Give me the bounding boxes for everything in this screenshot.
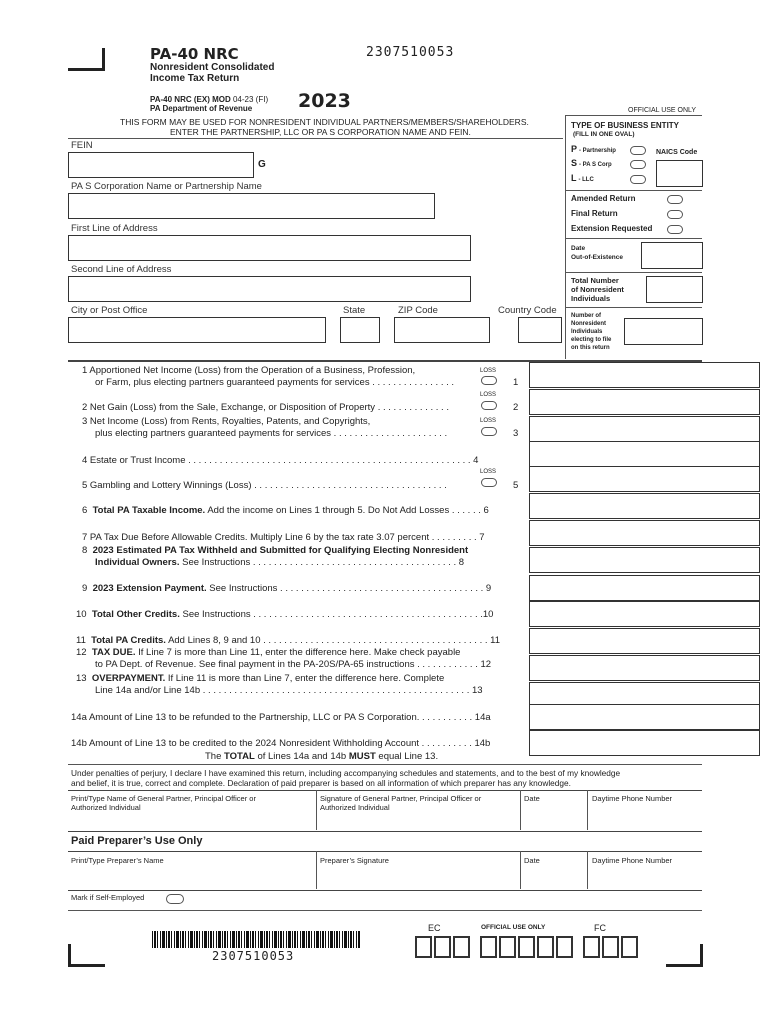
line-8-bold-b: Individual Owners.: [95, 557, 180, 568]
line-8-num: 8: [82, 545, 88, 556]
line-13-bold: OVERPAYMENT.: [91, 673, 166, 684]
date-ooe-label-2: Out-of-Existence: [571, 254, 624, 261]
partnership-option: [571, 145, 616, 154]
electing-label-1: Number of: [571, 313, 601, 319]
preparer-name-label: Print/Type Preparer’s Name: [71, 856, 164, 865]
declaration-rule: [68, 764, 702, 765]
total-note-a: The: [205, 751, 222, 762]
panel-rule-4: [565, 307, 702, 308]
line-12-bold: TAX DUE.: [91, 647, 136, 658]
line-7-amount[interactable]: [529, 520, 760, 546]
llc-letter: L: [571, 173, 577, 183]
officer-signature-label-1: Signature of General Partner, Principal Officer or: [320, 794, 482, 803]
total-nr-field[interactable]: [646, 276, 703, 303]
ec-cell-3[interactable]: [453, 936, 470, 958]
form-id: [150, 96, 268, 104]
s-corp-label: - PA S Corp: [578, 162, 612, 168]
line-13-rest-a: If Line 11 is more than Line 7, enter the difference here. Complete: [167, 673, 445, 684]
line-11-amount[interactable]: [529, 628, 760, 654]
electing-count-field[interactable]: [624, 318, 703, 345]
declaration-text-2: and belief, it is true, correct and complete. Declaration of paid preparer is based on all information of which preparer has any knowledge.: [71, 778, 571, 788]
officer-name-field[interactable]: [69, 812, 315, 829]
final-return-oval[interactable]: [667, 210, 683, 219]
ou-cell-4[interactable]: [537, 936, 554, 958]
line-3-loss-oval[interactable]: [481, 427, 497, 436]
naics-field[interactable]: [656, 160, 703, 187]
total-note-d: MUST: [348, 751, 376, 762]
llc-label: - LLC: [578, 177, 594, 183]
line-5-loss-oval[interactable]: [481, 478, 497, 487]
preparer-signature-field[interactable]: [317, 868, 519, 888]
officer-date-field[interactable]: [521, 812, 586, 829]
total-nr-label-1: Total Number: [571, 276, 619, 285]
ou-cell-1[interactable]: [480, 936, 497, 958]
state-label: State: [343, 305, 366, 316]
line-10-bold: Total Other Credits.: [91, 609, 180, 620]
llc-oval[interactable]: [630, 175, 646, 184]
line-1-loss-oval[interactable]: [481, 376, 497, 385]
panel-rule-2: [565, 238, 702, 239]
total-nr-label-3: Individuals: [571, 294, 611, 303]
line-10-rest: See Instructions . . . . . . . . . . . . . . . . . . . . . . . . . . . . . . . . . . . . . . . . . . . .10: [182, 609, 494, 620]
line-13-text-b: Line 14a and/or Line 14b . . . . . . . . . . . . . . . . . . . . . . . . . . . . . . . . . . . . . . . . . . . . . . . . . . . 13: [95, 685, 483, 696]
preparer-bottom-rule: [68, 910, 702, 911]
form-id-code: PA-40 NRC (EX) MOD: [150, 95, 231, 104]
partnership-label: - Partnership: [578, 148, 616, 154]
line-5-amount[interactable]: [529, 466, 760, 492]
official-use-label: OFFICIAL USE ONLY: [628, 107, 697, 114]
amended-return-label: Amended Return: [571, 194, 636, 203]
line-13-text-a: [76, 674, 444, 684]
fein-label: FEIN: [71, 140, 93, 151]
officer-name-label-2: Authorized Individual: [71, 803, 141, 812]
registration-mark-bottom-left: [68, 944, 105, 967]
extension-requested-label: Extension Requested: [571, 224, 653, 233]
line-10-num: 10: [76, 609, 87, 620]
line-12-rest-a: If Line 7 is more than Line 11, enter the difference here. Make check payable: [138, 647, 461, 658]
line-8-text-a: [82, 546, 468, 556]
line-11-text: [76, 636, 500, 646]
ou-cell-3[interactable]: [518, 936, 535, 958]
registration-mark-top: [68, 48, 105, 71]
fein-suffix: G: [258, 159, 266, 170]
ec-label: EC: [428, 923, 441, 933]
s-corp-letter: S: [571, 158, 578, 168]
line-2-text: 2 Net Gain (Loss) from the Sale, Exchange, or Disposition of Property . . . . . . . . . . . . . .: [82, 402, 449, 413]
department-name: PA Department of Revenue: [150, 104, 253, 113]
state-field[interactable]: [340, 317, 380, 343]
line-7-text: 7 PA Tax Due Before Allowable Credits. Multiply Line 6 by the tax rate 3.07 percent . . . . . . . . . 7: [82, 532, 485, 543]
amended-return-oval[interactable]: [667, 195, 683, 204]
line-1-number: 1: [513, 377, 519, 388]
line-3-loss-label: LOSS: [480, 418, 497, 424]
line-9-num: 9: [82, 583, 88, 594]
tax-year: 2023: [298, 90, 351, 112]
ec-cell-2[interactable]: [434, 936, 451, 958]
fc-cell-1[interactable]: [583, 936, 600, 958]
line-14a-amount[interactable]: [529, 704, 760, 730]
form-subtitle-1: Nonresident Consolidated: [150, 62, 275, 73]
line-6-bold: Total PA Taxable Income.: [92, 505, 206, 516]
address2-field[interactable]: [68, 276, 471, 302]
form-id-revision: 04-23 (FI): [232, 95, 269, 104]
line-2-number: 2: [513, 402, 519, 413]
line-13-num: 13: [76, 673, 87, 684]
line-3-text-a: 3 Net Income (Loss) from Rents, Royalties, Patents, and Copyrights,: [82, 416, 371, 427]
line-12-amount[interactable]: [529, 655, 760, 681]
line-6-amount[interactable]: [529, 493, 760, 519]
extension-requested-oval[interactable]: [667, 225, 683, 234]
line-8-bold-a: 2023 Estimated PA Tax Withheld and Submitted for Qualifying Electing Nonresident: [92, 545, 469, 556]
line-14a-text: 14a Amount of Line 13 to be refunded to the Partnership, LLC or PA S Corporation. . . . . . . . . . . 14a: [71, 712, 491, 723]
preparer-date-field[interactable]: [521, 868, 586, 888]
country-label: Country Code: [498, 305, 557, 316]
line-8-amount[interactable]: [529, 547, 760, 573]
country-field[interactable]: [518, 317, 562, 343]
total-note-c: of Lines 14a and 14b: [257, 751, 347, 762]
city-field[interactable]: [68, 317, 326, 343]
preparer-phone-field[interactable]: [588, 868, 701, 888]
officer-phone-label: Daytime Phone Number: [592, 794, 673, 803]
line-10-amount[interactable]: [529, 601, 760, 627]
panel-divider: [565, 115, 566, 359]
naics-label: NAICS Code: [656, 149, 698, 156]
panel-rule-3: [565, 272, 702, 273]
preparer-signature-label: Preparer’s Signature: [320, 856, 389, 865]
llc-option: [571, 174, 594, 183]
line-12-num: 12: [76, 647, 87, 658]
final-return-label: Final Return: [571, 209, 618, 218]
notice-line-1: THIS FORM MAY BE USED FOR NONRESIDENT INDIVIDUAL PARTNERS/MEMBERS/SHAREHOLDERS.: [120, 117, 529, 127]
line-9-bold: 2023 Extension Payment.: [92, 583, 207, 594]
line-1-amount[interactable]: [529, 362, 760, 388]
line-6-num: 6: [82, 505, 88, 516]
partnership-oval[interactable]: [630, 146, 646, 155]
total-note-e: equal Line 13.: [378, 751, 439, 762]
entity-type-instruction: (FILL IN ONE OVAL): [573, 131, 635, 138]
fc-label: FC: [594, 923, 606, 933]
date-ooe-field[interactable]: [641, 242, 703, 269]
line-2-loss-label: LOSS: [480, 392, 497, 398]
line-9-rest: See Instructions . . . . . . . . . . . . . . . . . . . . . . . . . . . . . . . . . . . . . . . 9: [209, 583, 492, 594]
electing-label-4: electing to file: [571, 337, 612, 343]
line-6-text: [82, 506, 489, 516]
officer-signature-label-2: Authorized Individual: [320, 803, 390, 812]
declaration-text-1: Under penalties of perjury, I declare I have examined this return, including accompanying schedules and statements, and to the best of my knowledge: [71, 768, 621, 778]
panel-top-rule: [565, 115, 702, 116]
barcode-number: 2307510053: [212, 949, 295, 963]
scan-line-number: 2307510053: [366, 45, 455, 60]
panel-rule-1: [565, 190, 702, 191]
line-10-text: [76, 610, 493, 620]
address1-label: First Line of Address: [71, 223, 158, 234]
total-note-b: TOTAL: [224, 751, 255, 762]
line-1-text-a: 1 Apportioned Net Income (Loss) from the Operation of a Business, Profession,: [82, 365, 416, 376]
line-11-bold: Total PA Credits.: [91, 635, 166, 646]
fc-cell-3[interactable]: [621, 936, 638, 958]
officer-name-label-1: Print/Type Name of General Partner, Principal Officer or: [71, 794, 256, 803]
line-12-text-a: [76, 648, 460, 658]
self-employed-label: Mark if Self-Employed: [71, 893, 145, 902]
line-14b-text: 14b Amount of Line 13 to be credited to the 2024 Nonresident Withholding Account . . . . . . . . . . 14b: [71, 738, 491, 749]
line-11-rest: Add Lines 8, 9 and 10 . . . . . . . . . . . . . . . . . . . . . . . . . . . . . . . . . . . . . . . . . . . 11: [168, 635, 500, 646]
line-9-text: [82, 584, 491, 594]
officer-date-label: Date: [524, 794, 540, 803]
entity-type-title: TYPE OF BUSINESS ENTITY: [571, 121, 680, 130]
line-3-number: 3: [513, 428, 519, 439]
form-title: PA-40 NRC: [150, 45, 239, 63]
footer-official-use: OFFICIAL USE ONLY: [481, 924, 546, 931]
ou-cell-5[interactable]: [556, 936, 573, 958]
s-corp-oval[interactable]: [630, 160, 646, 169]
line-1-loss-label: LOSS: [480, 368, 497, 374]
line-5-number: 5: [513, 480, 519, 491]
form-subtitle-2: Income Tax Return: [150, 73, 240, 84]
s-corp-option: [571, 159, 612, 168]
line-3-amount[interactable]: [529, 416, 760, 442]
ec-cell-1[interactable]: [415, 936, 432, 958]
line-2-amount[interactable]: [529, 389, 760, 415]
fc-cell-2[interactable]: [602, 936, 619, 958]
line-2-loss-oval[interactable]: [481, 401, 497, 410]
entity-name-field[interactable]: [68, 193, 435, 219]
preparer-section-title: Paid Preparer’s Use Only: [71, 835, 203, 847]
preparer-name-field[interactable]: [69, 868, 315, 888]
officer-phone-field[interactable]: [588, 812, 701, 829]
officer-signature-field[interactable]: [317, 812, 519, 829]
line-1-text-b: or Farm, plus electing partners guaranteed payments for services . . . . . . . . . . . . . . . .: [95, 377, 455, 388]
line-4-text: 4 Estate or Trust Income . . . . . . . . . . . . . . . . . . . . . . . . . . . . . . . . . . . . . . . . . . . . . . . . . . . . . . 4: [82, 455, 479, 466]
address1-field[interactable]: [68, 235, 471, 261]
line-11-num: 11: [76, 635, 86, 646]
header-rule: [68, 138, 563, 139]
electing-label-5: on this return: [571, 345, 610, 351]
barcode: [152, 931, 360, 948]
ou-cell-2[interactable]: [499, 936, 516, 958]
address2-label: Second Line of Address: [71, 264, 172, 275]
line-4-amount[interactable]: [529, 441, 760, 467]
line-14b-amount[interactable]: [529, 730, 760, 756]
preparer-phone-label: Daytime Phone Number: [592, 856, 673, 865]
self-employed-oval[interactable]: [166, 894, 184, 904]
line-5-text: 5 Gambling and Lottery Winnings (Loss) . . . . . . . . . . . . . . . . . . . . . . . . . . . . . . . . . . . . .: [82, 480, 447, 491]
registration-mark-bottom-right: [666, 944, 703, 967]
line-12-text-b: to PA Dept. of Revenue. See final payment in the PA-20S/PA-65 instructions . . . . . . . . . . . . 12: [95, 659, 492, 670]
line-9-amount[interactable]: [529, 575, 760, 601]
preparer-date-label: Date: [524, 856, 540, 865]
total-note: [205, 752, 438, 762]
zip-label: ZIP Code: [398, 305, 438, 316]
line-8-text-b: [95, 558, 464, 568]
partnership-letter: P: [571, 144, 578, 154]
total-nr-label-2: of Nonresident: [571, 285, 624, 294]
line-3-text-b: plus electing partners guaranteed payments for services . . . . . . . . . . . . . . . . . . . . . .: [95, 428, 448, 439]
entity-name-label: PA S Corporation Name or Partnership Name: [71, 181, 262, 192]
zip-field[interactable]: [394, 317, 490, 343]
line-6-rest: Add the income on Lines 1 through 5. Do Not Add Losses . . . . . . 6: [207, 505, 489, 516]
electing-label-2: Nonresident: [571, 321, 607, 327]
city-label: City or Post Office: [71, 305, 148, 316]
line-5-loss-label: LOSS: [480, 469, 497, 475]
electing-label-3: Individuals: [571, 329, 603, 335]
fein-field[interactable]: [68, 152, 254, 178]
date-ooe-label-1: Date: [571, 245, 586, 252]
notice-line-2: ENTER THE PARTNERSHIP, LLC OR PA S CORPORATION NAME AND FEIN.: [170, 127, 471, 137]
line-8-rest: See Instructions . . . . . . . . . . . . . . . . . . . . . . . . . . . . . . . . . . . . . . . 8: [182, 557, 465, 568]
